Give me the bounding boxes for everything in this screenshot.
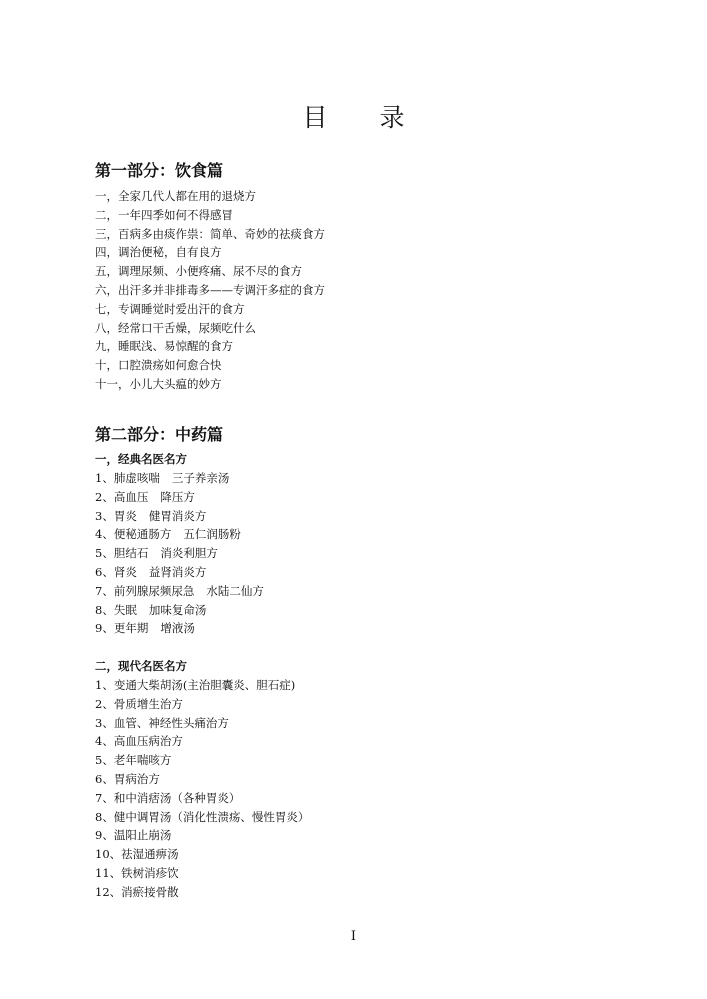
condition: 4、便秘通肠方 [95, 527, 172, 542]
condition: 6、肾炎 [95, 564, 137, 579]
list-item [95, 563, 264, 582]
condition: 2、高血压 [95, 489, 149, 504]
remedy: 水陆二仙方 [206, 583, 264, 598]
list-item: 二，一年四季如何不得感冒 [95, 207, 233, 222]
list-item: 3、血管、神经性头痛治方 [95, 715, 229, 730]
condition: 1、肺虚咳喘 [95, 471, 160, 485]
part2-sub1-list [95, 469, 264, 638]
list-item: 7、和中消痞汤（各种胃炎） [95, 790, 241, 805]
condition: 3、胃炎 [95, 508, 137, 523]
part2-heading: 第二部分：中药篇 [95, 425, 224, 444]
list-item: 六，出汗多并非排毒多——专调汗多症的食方 [95, 282, 325, 297]
remedy: 三子养亲汤 [171, 471, 230, 485]
list-item: 七，专调睡觉时爱出汗的食方 [95, 301, 245, 316]
list-item: 4、高血压病治方 [95, 734, 183, 749]
list-item: 6、胃病治方 [95, 771, 160, 786]
list-item: 三，百病多由痰作祟：简单、奇妙的祛痰食方 [95, 226, 325, 241]
list-item: 1、变通大柴胡汤(主治胆囊炎、胆石症) [95, 678, 296, 692]
remedy: 增液汤 [160, 621, 195, 636]
condition: 5、胆结石 [95, 546, 149, 561]
list-item: 11、铁树消疹饮 [95, 865, 179, 880]
remedy: 消炎利胆方 [160, 546, 218, 561]
list-item [95, 619, 264, 638]
list-item: 9、温阳止崩汤 [95, 828, 172, 843]
list-item: 8、健中调胃汤（消化性溃疡、慢性胃炎） [95, 809, 310, 824]
remedy: 加味复命汤 [148, 602, 207, 617]
list-item: 十，口腔溃疡如何愈合快 [95, 358, 222, 373]
list-item: 一，全家几代人都在用的退烧方 [95, 189, 256, 203]
condition: 8、失眠 [95, 602, 137, 617]
remedy: 降压方 [160, 489, 195, 504]
list-item: 八，经常口干舌燥，尿频吃什么 [95, 320, 256, 335]
list-item: 五，调理尿频、小便疼痛、尿不尽的食方 [95, 264, 302, 279]
part2-sub2-list [95, 676, 309, 902]
part2-sub1-heading: 一，经典名医名方 [95, 452, 187, 466]
remedy: 益肾消炎方 [148, 564, 207, 579]
list-item: 5、老年喘咳方 [95, 753, 172, 768]
list-item [95, 488, 264, 507]
list-item [95, 544, 264, 563]
part1-list [95, 187, 325, 394]
list-item: 九，睡眠浅、易惊醒的食方 [95, 339, 233, 354]
page-title [0, 98, 707, 134]
list-item: 四，调治便秘，自有良方 [95, 245, 222, 260]
remedy: 五仁润肠粉 [183, 527, 241, 542]
list-item: 10、祛湿通痹汤 [95, 847, 179, 862]
list-item [95, 582, 264, 601]
remedy: 健胃消炎方 [148, 508, 207, 523]
list-item: 十一，小儿大头瘟的妙方 [95, 376, 222, 391]
page-number: I [350, 929, 357, 944]
list-item: 12、消瘀接骨散 [95, 884, 179, 899]
title-char-right: 录 [379, 103, 405, 132]
list-item [95, 525, 264, 544]
title-char-left: 目 [302, 103, 328, 132]
list-item [95, 507, 264, 526]
condition: 7、前列腺尿频尿急 [95, 583, 195, 598]
list-item [95, 601, 264, 620]
condition: 9、更年期 [95, 621, 149, 636]
list-item: 2、骨质增生治方 [95, 696, 183, 711]
part2-sub2-heading: 二，现代名医名方 [95, 659, 187, 673]
part1-heading: 第一部分：饮食篇 [95, 161, 224, 180]
list-item [95, 469, 264, 488]
